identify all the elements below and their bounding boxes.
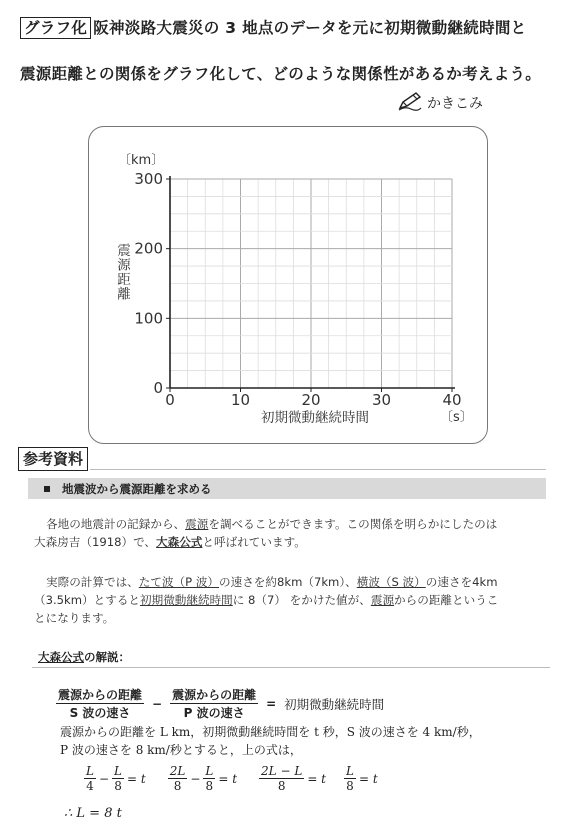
fraction-p-wave xyxy=(170,686,258,721)
numerator: 2L xyxy=(169,764,186,778)
fraction xyxy=(259,764,304,793)
kakikomi-label xyxy=(397,91,483,115)
paragraph-2-line-2 xyxy=(34,591,554,609)
fraction xyxy=(344,764,356,793)
equation-2 xyxy=(168,764,237,793)
denominator: 8 xyxy=(346,779,354,793)
y-tick-label: 300 xyxy=(134,170,163,188)
term-initial-tremor: 初期微動継続時間 xyxy=(140,593,233,607)
reference-rule xyxy=(90,469,546,470)
equation-rhs: = t xyxy=(358,771,378,786)
equals-sign: = xyxy=(266,696,277,711)
reference-tag: 参考資料 xyxy=(18,447,88,471)
paragraph-omori-intro xyxy=(34,515,554,551)
fraction xyxy=(168,764,188,793)
word-formula xyxy=(56,686,384,721)
paragraph-2-line-3: とになります。 xyxy=(34,611,115,625)
paragraph-1-line-2 xyxy=(34,533,554,551)
conclusion-formula: ∴ L = 8 t xyxy=(64,806,122,821)
graph-chart xyxy=(88,126,488,444)
numerator: 2L − L xyxy=(261,764,303,778)
term-shingen: 震源 xyxy=(185,517,209,531)
denominator: 8 xyxy=(205,779,214,793)
paragraph-1-line-1 xyxy=(34,515,554,533)
section-header xyxy=(28,478,546,499)
explanation-line-2: P 波の速さを 8 km/秒とすると，上の式は， xyxy=(60,743,302,757)
kakikomi-text: かきこみ xyxy=(427,96,483,112)
text-run: に 8（7） をかけた値が、 xyxy=(232,593,371,607)
x-tick-label: 20 xyxy=(301,391,321,409)
text-run: と呼ばれています。 xyxy=(202,535,306,549)
square-bullet-icon xyxy=(44,486,50,492)
denominator: 8 xyxy=(173,779,182,793)
x-unit-label: 〔s〕 xyxy=(440,410,473,425)
formula-explanation xyxy=(60,723,560,759)
x-tick-label: 40 xyxy=(442,391,462,409)
equation-rhs: = t xyxy=(218,771,238,786)
denominator: 4 xyxy=(86,779,94,793)
minus-sign: − xyxy=(98,771,110,786)
text-run: の速さを約8km（7km）、 xyxy=(219,575,357,589)
denominator: 8 xyxy=(114,779,122,793)
formula-rhs: 初期微動継続時間 xyxy=(284,696,385,712)
numerator: L xyxy=(346,764,354,778)
numerator: L xyxy=(114,764,122,778)
paragraph-2-line-1 xyxy=(34,573,554,591)
term-omori-formula: 大森公式 xyxy=(156,535,203,549)
numerator: L xyxy=(86,764,94,778)
equation-3 xyxy=(259,764,326,793)
x-tick-label: 0 xyxy=(165,391,175,409)
term-omori-formula-2: 大森公式 xyxy=(38,650,84,664)
graph-tag: グラフ化 xyxy=(20,17,91,39)
omori-rule xyxy=(32,667,550,668)
omori-explanation-title xyxy=(38,649,130,665)
text-run: を調べることができます。この関係を明らかにしたのは xyxy=(208,517,498,531)
term-p-wave: たて波（P 波） xyxy=(138,575,220,589)
text-run: （3.5km）とすると xyxy=(34,593,141,607)
pencil-icon xyxy=(397,91,423,115)
fraction xyxy=(84,764,96,793)
fraction-s-wave xyxy=(56,686,144,721)
heading-line-1 xyxy=(20,16,526,39)
text-run: 大森房吉（1918）で、 xyxy=(34,535,157,549)
equation-rhs: = t xyxy=(307,771,327,786)
equation-1 xyxy=(84,764,146,793)
equation-chain xyxy=(84,764,378,793)
term-shingen-2: 震源 xyxy=(370,593,395,607)
equation-4 xyxy=(344,764,378,793)
fraction-denominator: P 波の速さ xyxy=(183,706,245,720)
text-run: 実際の計算では、 xyxy=(46,575,139,589)
y-tick-label: 200 xyxy=(134,239,163,258)
paragraph-calculation xyxy=(34,573,554,627)
heading-text-1: 阪神淡路大震災の 3 地点のデータを元に初期微動継続時間と xyxy=(93,19,527,37)
explanation-line-1: 震源からの距離を L km，初期微動継続時間を t 秒，S 波の速さを 4 km/秒， xyxy=(60,725,481,739)
fraction xyxy=(112,764,124,793)
x-axis-label: 初期微動継続時間 xyxy=(261,410,369,426)
y-unit-label: 〔km〕 xyxy=(118,153,165,168)
fraction-numerator: 震源からの距離 xyxy=(58,688,143,702)
y-tick-label: 100 xyxy=(134,309,163,328)
text-run: からの距離というこ xyxy=(394,593,499,607)
term-s-wave: 横波（S 波） xyxy=(356,575,426,589)
fraction xyxy=(203,764,215,793)
minus-sign: − xyxy=(190,771,201,786)
y-axis-label: 震源距離 xyxy=(114,243,130,301)
x-tick-label: 10 xyxy=(230,391,251,409)
y-tick-label: 0 xyxy=(153,379,163,397)
minus-sign: − xyxy=(152,696,163,711)
heading-line-2: 震源距離との関係をグラフ化して、どのような関係性があるか考えよう。 xyxy=(20,65,542,83)
text-run: の速さを4km xyxy=(425,575,498,589)
fraction-numerator: 震源からの距離 xyxy=(172,688,257,702)
text-run: 各地の地震計の記録から、 xyxy=(46,517,186,531)
equation-rhs: = t xyxy=(127,771,146,786)
x-tick-label: 30 xyxy=(371,391,392,409)
numerator: L xyxy=(205,764,214,778)
denominator: 8 xyxy=(277,779,286,793)
text-run: の解説： xyxy=(84,650,130,664)
section-title: 地震波から震源距離を求める xyxy=(62,481,212,496)
fraction-denominator: S 波の速さ xyxy=(69,706,131,720)
